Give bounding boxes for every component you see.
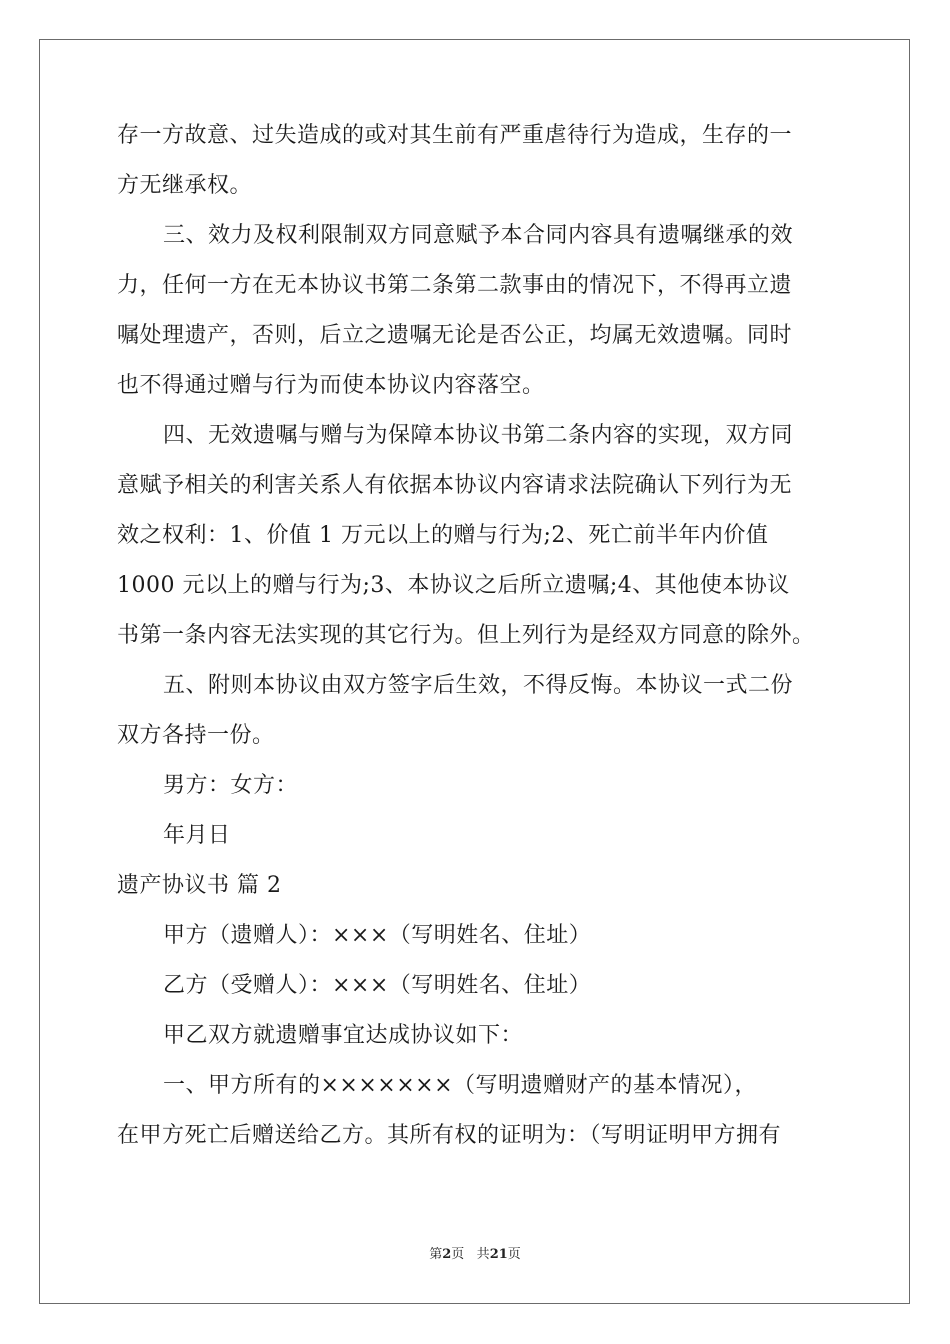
text-line: 力，任何一方在无本协议书第二条第二款事由的情况下，不得再立遗 bbox=[117, 273, 793, 298]
page-suffix: 页 bbox=[451, 1247, 465, 1262]
text-line: 双方各持一份。 bbox=[117, 723, 275, 748]
text-line: 一、甲方所有的×××××××（写明遗赠财产的基本情况）， bbox=[163, 1073, 758, 1098]
text-line: 方无继承权。 bbox=[117, 173, 253, 198]
text-line: 意赋予相关的利害关系人有依据本协议内容请求法院确认下列行为无 bbox=[117, 473, 793, 498]
signature-line: 男方：女方： bbox=[163, 773, 299, 798]
page-prefix: 第 bbox=[429, 1247, 443, 1262]
text-line: 乙方（受赠人）：×××（写明姓名、住址） bbox=[163, 973, 592, 998]
page-footer bbox=[0, 1243, 950, 1262]
text-line: 五、附则本协议由双方签字后生效，不得反悔。本协议一式二份 bbox=[163, 673, 794, 698]
text-line: 存一方故意、过失造成的或对其生前有严重虐待行为造成，生存的一 bbox=[117, 123, 793, 148]
total-prefix: 共 bbox=[476, 1247, 490, 1262]
text-line: 四、无效遗嘱与赠与为保障本协议书第二条内容的实现，双方同 bbox=[163, 423, 794, 448]
date-line: 年月日 bbox=[163, 823, 231, 848]
text-line: 书第一条内容无法实现的其它行为。但上列行为是经双方同意的除外。 bbox=[117, 623, 815, 648]
section-heading: 遗产协议书 篇 2 bbox=[117, 873, 282, 898]
page-total: 21 bbox=[489, 1247, 508, 1262]
text-line: 效之权利：1、价值 1 万元以上的赠与行为;2、死亡前半年内价值 bbox=[117, 523, 769, 548]
text-line: 在甲方死亡后赠送给乙方。其所有权的证明为：（写明证明甲方拥有 bbox=[117, 1123, 782, 1148]
text-line: 也不得通过赠与行为而使本协议内容落空。 bbox=[117, 373, 545, 398]
text-line: 甲乙双方就遗赠事宜达成协议如下： bbox=[163, 1023, 524, 1048]
page-current: 2 bbox=[442, 1247, 452, 1262]
total-suffix: 页 bbox=[507, 1247, 521, 1262]
text-line: 甲方（遗赠人）：×××（写明姓名、住址） bbox=[163, 923, 592, 948]
text-line: 三、效力及权利限制双方同意赋予本合同内容具有遗嘱继承的效 bbox=[163, 223, 794, 248]
text-line: 1000 元以上的赠与行为;3、本协议之后所立遗嘱;4、其他使本协议 bbox=[117, 573, 790, 598]
text-line: 嘱处理遗产，否则，后立之遗嘱无论是否公正，均属无效遗嘱。同时 bbox=[117, 323, 793, 348]
